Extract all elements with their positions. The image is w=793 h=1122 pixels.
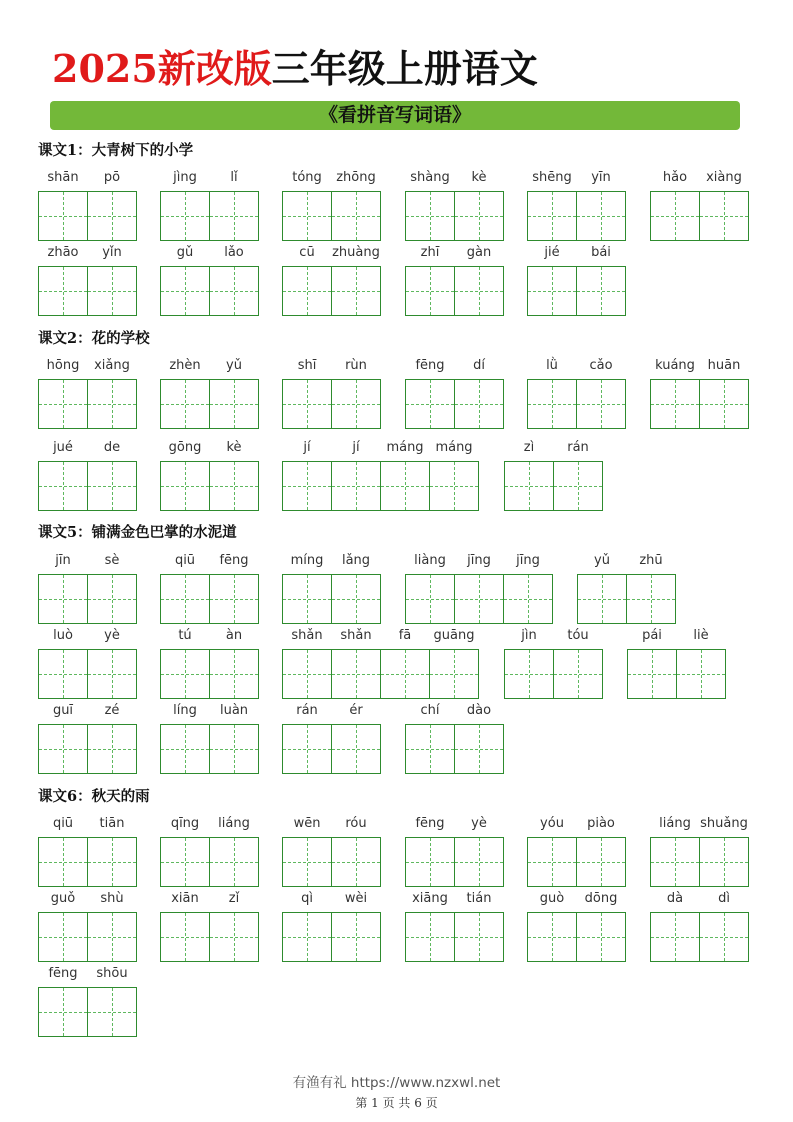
writing-cell[interactable] [160, 649, 210, 699]
pinyin-syllable: tú [178, 628, 192, 643]
writing-boxes [282, 912, 380, 962]
pinyin-syllable: kuáng [655, 358, 695, 373]
writing-boxes [160, 191, 258, 241]
pinyin-syllable: bái [591, 245, 611, 260]
pinyin-syllable: fēng [219, 553, 249, 568]
writing-boxes [282, 266, 380, 316]
pinyin-syllable: yè [471, 816, 487, 831]
pinyin-syllable: pái [642, 628, 662, 643]
writing-cell[interactable] [331, 837, 381, 887]
pinyin-syllable: gàn [466, 245, 492, 260]
pinyin-syllable: fēng [48, 966, 78, 981]
writing-cell[interactable] [504, 461, 554, 511]
pinyin-syllable: yǔ [226, 358, 242, 373]
writing-cell[interactable] [454, 574, 504, 624]
writing-boxes [627, 649, 725, 699]
writing-cell[interactable] [454, 379, 504, 429]
writing-cell[interactable] [429, 649, 479, 699]
title-year: 2025新改版 [52, 46, 272, 91]
writing-cell[interactable] [331, 724, 381, 774]
pinyin-syllable: shān [47, 170, 79, 185]
writing-cell[interactable] [160, 379, 210, 429]
writing-boxes [38, 574, 136, 624]
writing-cell[interactable] [38, 649, 88, 699]
writing-cell[interactable] [577, 574, 627, 624]
writing-boxes [504, 649, 602, 699]
writing-cell[interactable] [576, 912, 626, 962]
writing-boxes [38, 461, 136, 511]
pinyin-syllable: yǔ [594, 553, 610, 568]
pinyin-syllable: guī [52, 703, 74, 718]
pinyin-syllable: shù [100, 891, 124, 906]
pinyin-syllable: de [103, 440, 121, 455]
pinyin-syllable: xiǎng [94, 358, 130, 373]
writing-cell[interactable] [282, 379, 332, 429]
writing-cell[interactable] [87, 837, 137, 887]
pinyin-syllable: kè [471, 170, 487, 185]
pinyin-syllable: gōng [168, 440, 202, 455]
writing-boxes [577, 574, 675, 624]
writing-cell[interactable] [282, 912, 332, 962]
writing-boxes [282, 724, 380, 774]
writing-boxes [405, 266, 503, 316]
writing-cell[interactable] [160, 724, 210, 774]
writing-boxes [405, 191, 503, 241]
writing-boxes [38, 266, 136, 316]
writing-cell[interactable] [209, 837, 259, 887]
writing-cell[interactable] [209, 574, 259, 624]
writing-cell[interactable] [282, 574, 332, 624]
pinyin-syllable: líng [173, 703, 197, 718]
pinyin-syllable: máng [435, 440, 473, 455]
pinyin-syllable: ér [349, 703, 363, 718]
writing-cell[interactable] [209, 191, 259, 241]
pinyin-syllable: jīng [516, 553, 540, 568]
pinyin-syllable: rán [296, 703, 318, 718]
pinyin-syllable: lǐ [230, 170, 238, 185]
writing-cell[interactable] [650, 912, 700, 962]
pinyin-syllable: róu [345, 816, 367, 831]
pinyin-syllable: rùn [345, 358, 367, 373]
pinyin-syllable: tián [466, 891, 492, 906]
writing-cell[interactable] [209, 461, 259, 511]
pinyin-syllable: gǔ [176, 245, 194, 260]
writing-cell[interactable] [38, 987, 88, 1037]
writing-boxes [282, 574, 380, 624]
pinyin-syllable: xiāng [412, 891, 448, 906]
writing-cell[interactable] [405, 574, 455, 624]
writing-cell[interactable] [282, 266, 332, 316]
title-subject: 三年级上册语文 [271, 46, 538, 91]
writing-cell[interactable] [87, 724, 137, 774]
pinyin-syllable: qīng [170, 816, 200, 831]
writing-cell[interactable] [503, 574, 553, 624]
writing-cell[interactable] [405, 379, 455, 429]
writing-boxes [527, 266, 625, 316]
writing-cell[interactable] [576, 837, 626, 887]
writing-boxes [282, 461, 478, 511]
pinyin-syllable: wèi [344, 891, 368, 906]
writing-boxes [405, 379, 503, 429]
pinyin-syllable: fēng [415, 358, 445, 373]
writing-cell[interactable] [454, 837, 504, 887]
writing-cell[interactable] [699, 379, 749, 429]
pinyin-syllable: yóu [540, 816, 564, 831]
footer-site: 有渔有礼 https://www.nzxwl.net [292, 1075, 501, 1091]
writing-cell[interactable] [87, 379, 137, 429]
writing-cell[interactable] [38, 724, 88, 774]
writing-cell[interactable] [576, 379, 626, 429]
writing-boxes [38, 379, 136, 429]
writing-cell[interactable] [576, 266, 626, 316]
writing-cell[interactable] [454, 912, 504, 962]
writing-cell[interactable] [282, 724, 332, 774]
writing-cell[interactable] [87, 266, 137, 316]
pinyin-syllable: zǐ [228, 891, 240, 906]
writing-cell[interactable] [331, 574, 381, 624]
writing-cell[interactable] [650, 379, 700, 429]
writing-cell[interactable] [160, 574, 210, 624]
writing-cell[interactable] [331, 266, 381, 316]
pinyin-syllable: zhèn [169, 358, 201, 373]
writing-boxes [38, 649, 136, 699]
pinyin-syllable: cū [299, 245, 315, 260]
writing-boxes [160, 837, 258, 887]
writing-cell[interactable] [650, 191, 700, 241]
pinyin-syllable: lǎng [341, 553, 371, 568]
pinyin-syllable: sè [104, 553, 120, 568]
writing-cell[interactable] [87, 191, 137, 241]
pinyin-syllable: fā [398, 628, 412, 643]
writing-boxes [282, 649, 478, 699]
writing-cell[interactable] [527, 912, 577, 962]
writing-cell[interactable] [676, 649, 726, 699]
section-title: 课文2：花的学校 [38, 330, 150, 347]
pinyin-syllable: yè [104, 628, 120, 643]
writing-cell[interactable] [504, 649, 554, 699]
pinyin-syllable: míng [290, 553, 324, 568]
pinyin-syllable: yīn [591, 170, 611, 185]
pinyin-syllable: àn [225, 628, 243, 643]
pinyin-syllable: guò [539, 891, 565, 906]
writing-boxes [160, 724, 258, 774]
pinyin-syllable: shōu [96, 966, 128, 981]
writing-boxes [405, 724, 503, 774]
writing-boxes [38, 837, 136, 887]
writing-cell[interactable] [38, 461, 88, 511]
writing-cell[interactable] [650, 837, 700, 887]
pinyin-syllable: jié [544, 245, 560, 260]
page-title [52, 44, 538, 94]
writing-boxes [650, 837, 748, 887]
pinyin-syllable: guāng [433, 628, 475, 643]
section-title: 课文1：大青树下的小学 [38, 142, 194, 159]
section-title: 课文6：秋天的雨 [38, 788, 150, 805]
writing-boxes [650, 379, 748, 429]
pinyin-syllable: chí [420, 703, 440, 718]
writing-cell[interactable] [454, 191, 504, 241]
writing-cell[interactable] [38, 912, 88, 962]
pinyin-syllable: lǎo [224, 245, 244, 260]
writing-cell[interactable] [331, 912, 381, 962]
writing-cell[interactable] [429, 461, 479, 511]
writing-boxes [527, 191, 625, 241]
writing-cell[interactable] [160, 191, 210, 241]
writing-boxes [282, 837, 380, 887]
worksheet-banner: 《看拼音写词语》 [50, 101, 740, 130]
writing-cell[interactable] [160, 461, 210, 511]
writing-boxes [527, 379, 625, 429]
writing-boxes [38, 987, 136, 1037]
pinyin-syllable: jué [53, 440, 73, 455]
writing-cell[interactable] [405, 912, 455, 962]
writing-boxes [405, 837, 503, 887]
pinyin-syllable: zé [104, 703, 120, 718]
writing-boxes [160, 379, 258, 429]
writing-cell[interactable] [405, 724, 455, 774]
writing-cell[interactable] [282, 461, 332, 511]
pinyin-syllable: hōng [46, 358, 80, 373]
pinyin-syllable: shǎn [340, 628, 372, 643]
writing-cell[interactable] [527, 191, 577, 241]
writing-cell[interactable] [331, 191, 381, 241]
writing-cell[interactable] [209, 724, 259, 774]
writing-cell[interactable] [527, 837, 577, 887]
writing-boxes [160, 574, 258, 624]
pinyin-syllable: tóu [567, 628, 589, 643]
pinyin-syllable: shǎn [291, 628, 323, 643]
writing-cell[interactable] [209, 266, 259, 316]
section-title: 课文5：铺满金色巴掌的水泥道 [38, 524, 237, 541]
writing-cell[interactable] [160, 266, 210, 316]
writing-cell[interactable] [626, 574, 676, 624]
writing-cell[interactable] [87, 987, 137, 1037]
writing-cell[interactable] [160, 837, 210, 887]
pinyin-syllable: máng [386, 440, 424, 455]
writing-cell[interactable] [331, 649, 381, 699]
pinyin-syllable: dí [473, 358, 485, 373]
pinyin-syllable: jīn [55, 553, 71, 568]
pinyin-syllable: jìng [173, 170, 197, 185]
writing-cell[interactable] [38, 574, 88, 624]
writing-boxes [650, 912, 748, 962]
writing-cell[interactable] [576, 191, 626, 241]
pinyin-syllable: dōng [584, 891, 618, 906]
writing-cell[interactable] [87, 649, 137, 699]
writing-boxes [282, 191, 380, 241]
writing-cell[interactable] [627, 649, 677, 699]
pinyin-syllable: cǎo [589, 358, 613, 373]
pinyin-syllable: luò [53, 628, 73, 643]
pinyin-syllable: zhī [420, 245, 440, 260]
writing-boxes [160, 461, 258, 511]
pinyin-syllable: jí [352, 440, 360, 455]
pinyin-syllable: fēng [415, 816, 445, 831]
pinyin-syllable: guǒ [50, 891, 76, 906]
pinyin-syllable: qiū [174, 553, 196, 568]
pinyin-syllable: liàng [414, 553, 446, 568]
pinyin-syllable: zhuàng [332, 245, 380, 260]
pinyin-syllable: shī [297, 358, 317, 373]
pinyin-syllable: xiàng [706, 170, 742, 185]
pinyin-syllable: hǎo [662, 170, 688, 185]
writing-boxes [504, 461, 602, 511]
writing-cell[interactable] [405, 191, 455, 241]
writing-cell[interactable] [282, 649, 332, 699]
writing-cell[interactable] [160, 912, 210, 962]
writing-boxes [282, 379, 380, 429]
writing-cell[interactable] [699, 191, 749, 241]
writing-cell[interactable] [38, 837, 88, 887]
writing-cell[interactable] [405, 837, 455, 887]
pinyin-syllable: rán [567, 440, 589, 455]
pinyin-syllable: shuǎng [700, 816, 748, 831]
writing-boxes [527, 837, 625, 887]
writing-cell[interactable] [380, 461, 430, 511]
writing-cell[interactable] [699, 837, 749, 887]
writing-cell[interactable] [209, 379, 259, 429]
pinyin-syllable: xiān [171, 891, 199, 906]
pinyin-syllable: zhōng [336, 170, 376, 185]
writing-cell[interactable] [282, 837, 332, 887]
pinyin-syllable: liè [693, 628, 709, 643]
pinyin-syllable: zì [523, 440, 535, 455]
footer-page-number: 第 1 页 共 6 页 [355, 1096, 438, 1110]
writing-cell[interactable] [209, 649, 259, 699]
pinyin-syllable: wēn [293, 816, 321, 831]
writing-boxes [160, 266, 258, 316]
writing-boxes [160, 649, 258, 699]
pinyin-syllable: pō [103, 170, 121, 185]
writing-boxes [38, 191, 136, 241]
pinyin-syllable: dào [466, 703, 492, 718]
writing-boxes [160, 912, 258, 962]
writing-cell[interactable] [454, 724, 504, 774]
writing-cell[interactable] [553, 461, 603, 511]
pinyin-syllable: jí [303, 440, 311, 455]
pinyin-syllable: luàn [219, 703, 249, 718]
writing-cell[interactable] [87, 912, 137, 962]
pinyin-syllable: tóng [292, 170, 322, 185]
pinyin-syllable: lǜ [546, 358, 558, 373]
pinyin-syllable: huān [707, 358, 741, 373]
writing-cell[interactable] [38, 266, 88, 316]
pinyin-syllable: liáng [659, 816, 691, 831]
writing-cell[interactable] [331, 461, 381, 511]
pinyin-syllable: jìn [521, 628, 537, 643]
writing-boxes [38, 912, 136, 962]
writing-cell[interactable] [527, 266, 577, 316]
pinyin-syllable: shēng [532, 170, 572, 185]
pinyin-syllable: dì [718, 891, 730, 906]
writing-cell[interactable] [282, 191, 332, 241]
pinyin-syllable: yǐn [102, 245, 122, 260]
pinyin-syllable: tiān [99, 816, 125, 831]
writing-cell[interactable] [699, 912, 749, 962]
writing-cell[interactable] [38, 379, 88, 429]
pinyin-syllable: shàng [410, 170, 450, 185]
pinyin-syllable: jīng [467, 553, 491, 568]
writing-cell[interactable] [87, 461, 137, 511]
pinyin-syllable: kè [226, 440, 242, 455]
pinyin-syllable: zhū [639, 553, 663, 568]
writing-boxes [527, 912, 625, 962]
pinyin-syllable: zhāo [47, 245, 79, 260]
pinyin-syllable: piào [587, 816, 615, 831]
writing-cell[interactable] [527, 379, 577, 429]
pinyin-syllable: liáng [218, 816, 250, 831]
writing-cell[interactable] [454, 266, 504, 316]
writing-cell[interactable] [38, 191, 88, 241]
pinyin-syllable: qiū [52, 816, 74, 831]
writing-cell[interactable] [87, 574, 137, 624]
writing-cell[interactable] [553, 649, 603, 699]
writing-cell[interactable] [209, 912, 259, 962]
writing-boxes [650, 191, 748, 241]
writing-cell[interactable] [380, 649, 430, 699]
writing-cell[interactable] [405, 266, 455, 316]
writing-cell[interactable] [331, 379, 381, 429]
writing-boxes [405, 912, 503, 962]
pinyin-syllable: dà [666, 891, 684, 906]
pinyin-syllable: qì [301, 891, 313, 906]
writing-boxes [38, 724, 136, 774]
writing-boxes [405, 574, 552, 624]
